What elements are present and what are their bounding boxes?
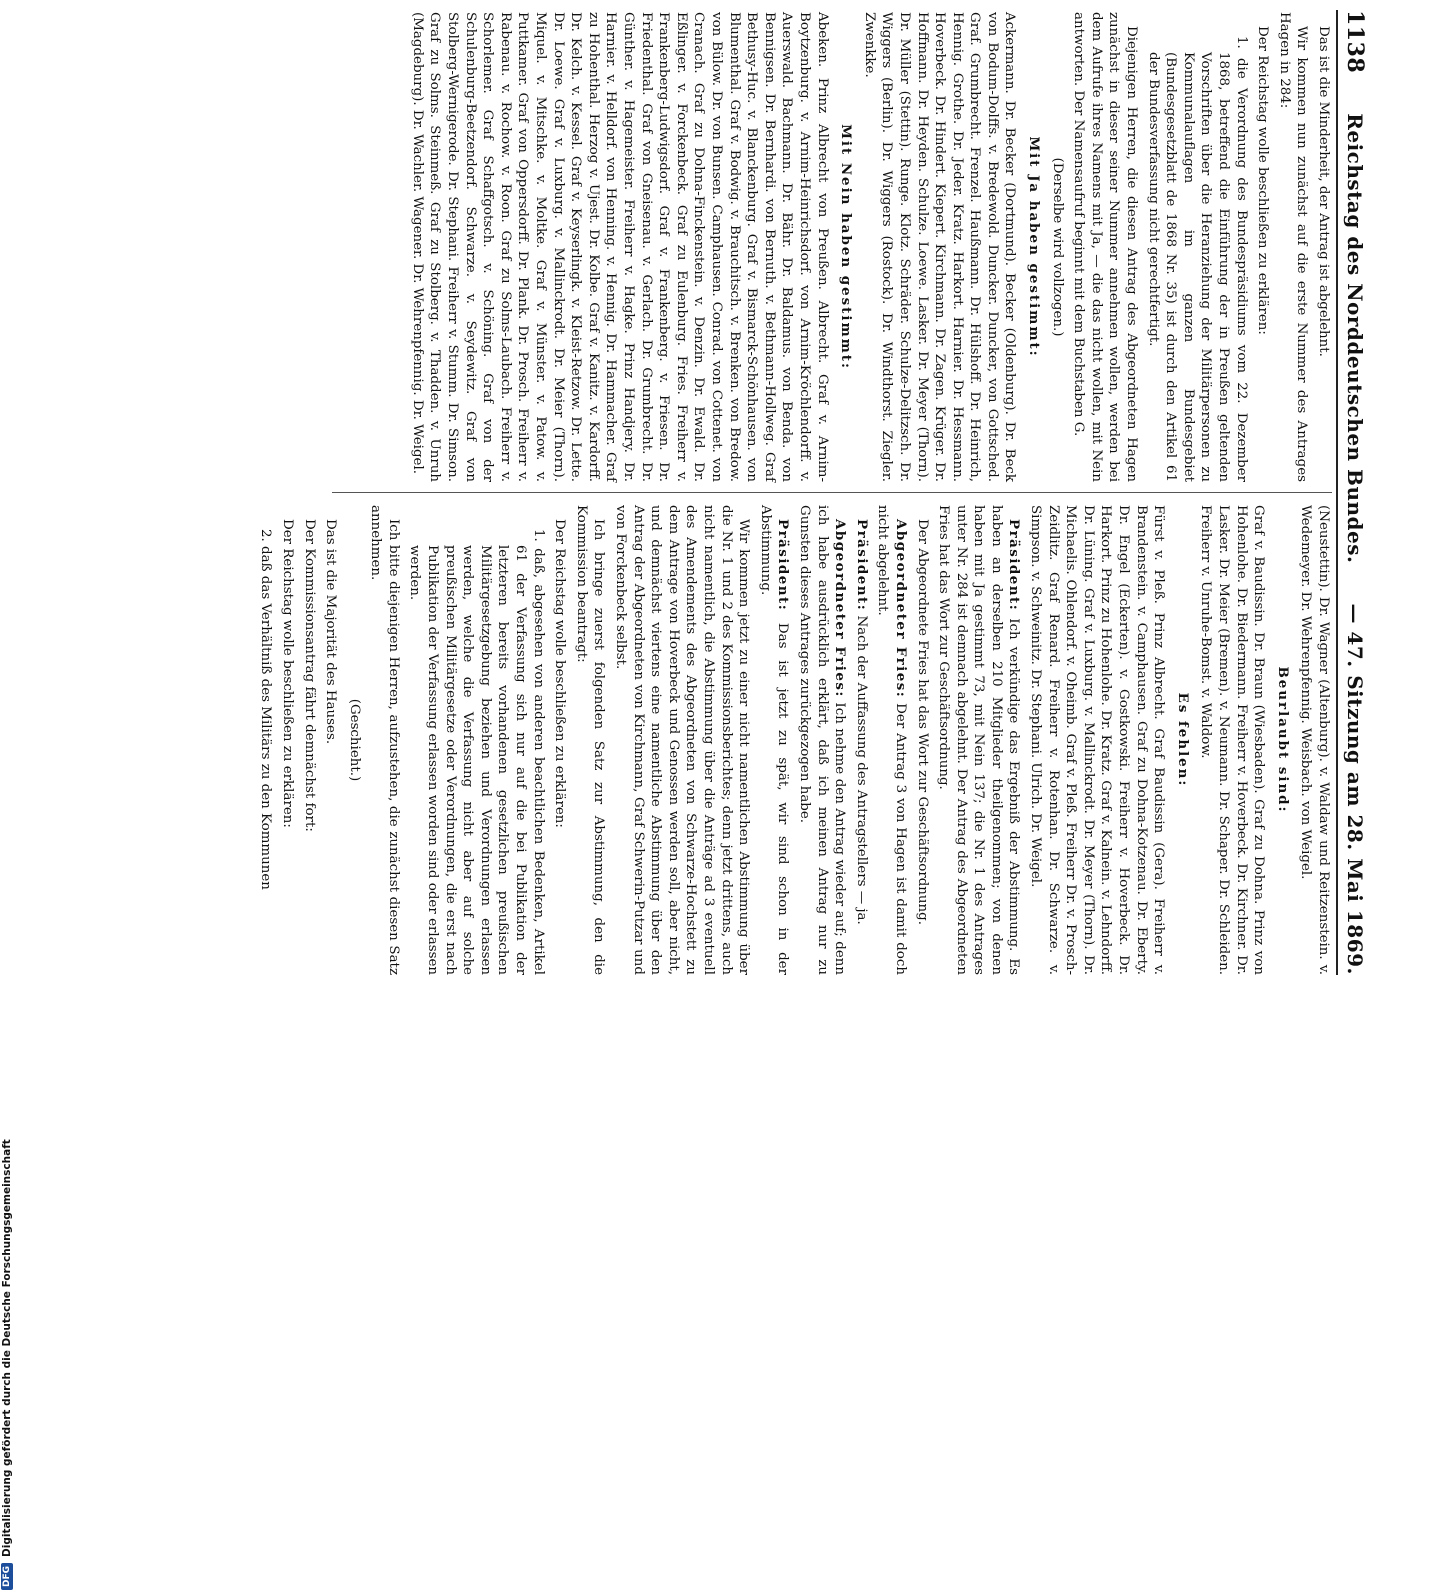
paragraph: Der Reichstag wolle beschließen zu erklären: (279, 519, 295, 828)
speaker-text: Das ist jetzt zu spät, wir sind schon in der Abstimmung. (757, 505, 791, 975)
paragraph: Ich bitte diejenigen Herren, aufzustehen, die zunächst diesen Satz annehmen. (368, 505, 401, 975)
right-column (12, 505, 1332, 975)
page-header (1336, 10, 1372, 975)
fries-statement-2 (795, 505, 848, 975)
nein-heading: Mit Nein haben gestimmt: (838, 124, 855, 370)
procedure-note: (Derselbe wird vollzogen.) (1049, 157, 1065, 337)
beurlaubt-heading: Beurlaubt sind: (1274, 666, 1291, 814)
funding-note (0, 1139, 14, 1590)
paragraph: Wir kommen nun zunächst auf die erste Nummer des Antrages Hagen in 284: (1276, 12, 1310, 482)
header-session: — 47. Sitzung am 28. Mai 1869. (1343, 603, 1367, 975)
speaker-label: Präsident: (1006, 519, 1023, 612)
paragraph: Der Abgeordnete Fries hat das Wort zur Geschäftsordnung. (914, 519, 930, 925)
speaker-text: Ich verkündige das Ergebniß der Abstimmung. Es haben an derselben 210 Mitglieder theilgenommen; von denen haben mit Ja gestimmt 73, mit Nein 137; die Nr. 1 des Antrages unter Nr. 284 ist demnach abgelehnt. Der Antrag des Abgeordneten Fries hat das Wort zur Geschäftsordnung. (936, 505, 1022, 975)
speaker-text: Der Antrag 3 von Hagen ist damit doch nicht abgelehnt. (875, 505, 908, 975)
dfg-logo: DFG (1, 1563, 13, 1590)
commission-item-2: 2. daß das Verhältniß des Militärs zu den Kommunen (258, 529, 274, 890)
rotated-scan (8, 0, 1432, 985)
header-title: Reichstag des Norddeutschen Bundes. (1343, 113, 1367, 564)
left-column (12, 12, 1332, 482)
paragraph: Diejenigen Herren, die diesen Antrag des Abgeordneten Hagen zunächst in dieser seiner Nummer annehmen wollen, werden bei dem Aufrufe ihres Namens mit Ja, — die das nicht wollen, mit Nein antworten. Der Namensaufruf beginnt mit dem Buchstaben G. (1071, 12, 1140, 482)
speaker-label: Abgeordneter Fries: (892, 519, 909, 699)
fehlen-heading: Es fehlen: (1174, 692, 1191, 788)
funding-stripe (0, 590, 14, 1587)
paragraph: Das ist die Majorität des Hauses. (323, 519, 339, 745)
speaker-text: Ich nehme den Antrag wieder auf; denn ich habe ausdrücklich erklärt, daß ich meinen Antrag nur zu Gunsten dieses Antrages zurückgezogen habe. (796, 505, 848, 975)
ja-names-list: Ackermann. Dr. Becker (Dortmund). Becker (Oldenburg). Dr. Beck von Bodum-Dolffs. v. Bredewold. Duncker. Duncker, von Gottsched. Graf. Grumbrecht. Frenzel. Haußmann. Dr. Hülshoff. Dr. Heinrich, Hennig. Grothe. Dr. Jeder. Kratz. Harkort. Harnier. Dr. Hessmann. Hoverbeck. Dr. Hindert. Kiepert. Kirchmann. Dr. Zagen. Krüger. Dr. Hoffmann. Dr. Heyden. Schulze. Loewe. Lasker. Dr. Meyer (Thorn). Dr. Müller (Stettin). Runge. Klotz. Schräder. Schulze-Delitzsch. Dr. Wiggers (Berlin). Dr. Wiggers (Rostock). Dr. Windthorst. Ziegler. Zwenkke. (861, 12, 1018, 482)
paragraph: Der Reichstag wolle beschließen zu erklären: (552, 519, 568, 828)
procedure-note: (Geschieht.) (346, 698, 362, 782)
ja-heading: Mit Ja haben gestimmt: (1026, 136, 1043, 358)
funding-text: Digitalisierung gefördert durch die Deutsche Forschungsgemeinschaft (1, 1139, 13, 1557)
nein-names-list: Abeken. Prinz Albrecht von Preußen. Albrecht. Graf v. Arnim-Boytzenburg. v. Arnim-Heinrichsdorf. von Arnim-Kröchlendorff. v. Auerswald. Bachmann. Dr. Bähr. Dr. Baldamus. von Benda. von Bennigsen. Dr. Bernhardi. von Bernuth. v. Bethmann-Hollweg. Graf Bethusy-Huc. v. Blanckenburg. Graf v. Bismarck-Schönhausen. von Blumenthal. Graf v. Bodwig. v. Brauchitsch. v. Brenken. von Bredow. von Bülow. Dr. von Bunsen. Camphausen. Conrad. von Cottenet. von Cranach. Graf zu Dohna-Finckenstein. v. Denzin. Dr. Ewald. Dr. Eßlinger. v. Forckenbeck. Graf zu Eulenburg. Fries. Freiherr v. Frankenberg-Ludwigsdorf. Graf v. Frankenberg. v. Friesen. Dr. Friedenthal. Graf von Gneisenau. v. Gerlach. Dr. Grumbrecht. Dr. Günther. v. Hagemeister. Freiherr v. Hagke. Prinz Handjery. Dr. Harnier. v. Helldorf. von Henning. v. Hennig. Dr. Hammacher. Graf zu Hohenthal. Herzog v. Ujest. Dr. Kolbe. Graf v. Kanitz. v. Kardorff. Dr. Kelch. v. Kessel. Graf v. Keyserlingk. v. Kleist-Retzow. Dr. Lette. Dr. Loewe. Graf v. Luxburg. v. Mallinckrodt. Dr. Meier (Thorn). Miquel. v. Mitschke. v. Moltke. Graf v. Münster. v. Patow. v. Puttkamer. Graf von Oppersdorff. Dr. Plank. Dr. Prosch. Freiherr v. Rabenau. v. Rochow. v. Roon. Graf zu Solms-Laubach. Freiherr v. Schorlemer. Graf Schaffgotsch. v. Schöning. Graf von der Schulenburg-Beetzendorf. Schwarze. v. Seydewitz. Graf von Stolberg-Wernigerode. Dr. Stephani. Freiherr v. Stumm. Dr. Simson. Graf zu Solms. Steinmeß. Graf zu Stolberg. v. Thadden. v. Unruh (Magdeburg). Dr. Wachler. Wagener. Dr. Wehrenpfennig. Dr. Weigel. (409, 12, 830, 482)
names-continuation: (Neustettin). Dr. Wagner (Altenburg). v. Waldaw und Reitzenstein. v. Wedemeyer. Dr. Wehrenpfennig. Weisbach. von Weigel. (1298, 505, 1331, 975)
paragraph: Der Reichstag wolle beschließen zu erklären: (1255, 26, 1271, 335)
paragraph: Das ist die Minderheit, der Antrag ist abgelehnt. (1316, 26, 1331, 357)
paragraph: Der Kommissionsantrag fährt demnächst fort: (301, 519, 317, 832)
fries-statement-1 (874, 505, 909, 975)
president-statement-1 (935, 505, 1023, 975)
speaker-label: Präsident: (775, 519, 792, 612)
column-divider (332, 492, 1332, 493)
speaker-text: Nach der Auffassung des Antragstellers — ja. (853, 615, 869, 925)
paragraph: Wir kommen jetzt zu einer nicht namentlichen Abstimmung über die Nr. 1 und 2 des Kommissionsberichtes; denn jetzt drittens, auch nicht namentlich, die Abstimmung über die Anträge ad 3 eventuell des Amendements des Abgeordneten von Schwarze-Hochstett zu dem Antrage von Hoverbeck und Genossen werden soll, aber nicht, und demnächst viertens eine namentliche Abstimmung über den Antrag der Abgeordneten von Kirchmann, Graf Schwerin-Putzar und von Forckenbeck selbst. (613, 505, 752, 975)
fehlen-names-list: Fürst v. Pleß. Prinz Albrecht. Graf Baudissin (Gera). Freiherr v. Brandenstein. v. Camphausen. Graf zu Dohna-Kotzenau. Dr. Eberty. Dr. Engel (Eckerten). v. Gostkowski. Freiherr v. Hoverbeck. Dr. Harkort. Prinz zu Hohenlohe. Dr. Kratz. Graf v. Kalnein. v. Lehndorff. Dr. Lüning. Graf v. Luxburg. v. Mallinckrodt. Dr. Meyer (Thorn). Dr. Michaelis. Ohlendorf. v. Oheimb. Graf v. Pleß. Freiherr Dr. v. Prosch-Zeidlitz. Graf Renard. Freiherr v. Rotenhan. Dr. Schwarze. v. Simpson. v. Schweinitz. Dr. Stephani. Ulrich. Dr. Weigel. (1028, 505, 1167, 975)
speaker-label: Präsident: (853, 519, 870, 612)
paragraph: Ich bringe zuerst folgenden Satz zur Abstimmung, den die Kommission beantragt: (573, 505, 607, 975)
commission-item-1: 1. daß, abgesehen von anderen beachtlichen Bedenken, Artikel 61 der Verfassung sich nur auf die bei Publikation der letzteren bereits vorhandenen gesetzlichen preußischen Militärgesetzgebung beziehen und Verordnungen erlassen werden, welche die Verfassung nicht aber auf solche preußischen Militärgesetze oder Verordnungen, die erst nach Publikation der Verfassung erlassen worden sind oder erlassen werden. (407, 529, 546, 975)
page-number: 1138 (1342, 10, 1368, 74)
beurlaubt-names-list: Graf v. Baudissin. Dr. Braun (Wiesbaden). Graf zu Dohna. Prinz von Hohenlohe. Dr. Biedermann. Freiherr v. Hoverbeck. Dr. Kirchner. Dr. Lasker. Dr. Meier (Bremen). v. Neumann. Dr. Schaper. Dr. Schleiden. Freiherr v. Unruhe-Bomst. v. Waldow. (1198, 505, 1267, 975)
resolution-item-1: 1. die Verordnung des Bundespräsidiums vom 22. Dezember 1868, betreffend die Einführung der in Preußen geltenden Vorschriften über die Heranziehung der Militärpersonen zu Kommunalauflagen im ganzen Bundesgebiet (Bundesgesetzblatt de 1868 Nr. 35) ist durch den Artikel 61 der Bundesverfassung nicht gerechtfertigt. (1145, 36, 1249, 482)
president-statement-2 (852, 505, 870, 975)
speaker-label: Abgeordneter Fries: (832, 519, 849, 698)
president-statement-3 (756, 505, 791, 975)
